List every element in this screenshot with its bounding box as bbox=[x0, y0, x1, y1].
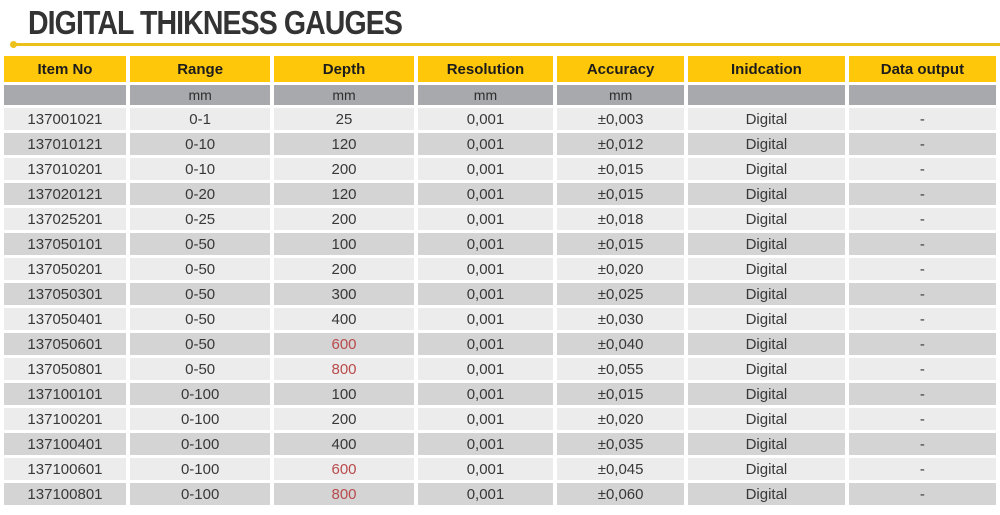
cell-range: 0-100 bbox=[130, 408, 270, 430]
page-title: DIGITAL THIKNESS GAUGES bbox=[28, 4, 402, 42]
cell-item: 137050401 bbox=[4, 308, 126, 330]
cell-accuracy: ±0,020 bbox=[557, 258, 684, 280]
cell-accuracy: ±0,060 bbox=[557, 483, 684, 505]
cell-range: 0-50 bbox=[130, 333, 270, 355]
cell-range: 0-1 bbox=[130, 108, 270, 130]
cell-range: 0-50 bbox=[130, 283, 270, 305]
table-row bbox=[4, 433, 996, 455]
cell-depth: 800 bbox=[274, 358, 413, 380]
cell-indication: Digital bbox=[688, 358, 845, 380]
unit-cell-range: mm bbox=[130, 85, 270, 105]
cell-range: 0-50 bbox=[130, 258, 270, 280]
column-header-accuracy: Accuracy bbox=[557, 56, 684, 82]
column-header-depth: Depth bbox=[274, 56, 413, 82]
table-body bbox=[4, 108, 996, 505]
table-row bbox=[4, 333, 996, 355]
cell-depth: 600 bbox=[274, 333, 413, 355]
cell-depth: 120 bbox=[274, 133, 413, 155]
cell-accuracy: ±0,015 bbox=[557, 158, 684, 180]
cell-resolution: 0,001 bbox=[418, 408, 554, 430]
cell-indication: Digital bbox=[688, 258, 845, 280]
unit-cell-resolution: mm bbox=[418, 85, 554, 105]
cell-indication: Digital bbox=[688, 133, 845, 155]
cell-range: 0-20 bbox=[130, 183, 270, 205]
cell-accuracy: ±0,030 bbox=[557, 308, 684, 330]
table-row bbox=[4, 183, 996, 205]
page-header bbox=[0, 0, 1000, 42]
cell-item: 137100401 bbox=[4, 433, 126, 455]
cell-item: 137100201 bbox=[4, 408, 126, 430]
cell-resolution: 0,001 bbox=[418, 283, 554, 305]
cell-resolution: 0,001 bbox=[418, 358, 554, 380]
cell-depth: 200 bbox=[274, 208, 413, 230]
cell-indication: Digital bbox=[688, 108, 845, 130]
cell-accuracy: ±0,020 bbox=[557, 408, 684, 430]
cell-indication: Digital bbox=[688, 158, 845, 180]
cell-data_output: - bbox=[849, 208, 996, 230]
unit-cell-accuracy: mm bbox=[557, 85, 684, 105]
cell-range: 0-100 bbox=[130, 433, 270, 455]
cell-indication: Digital bbox=[688, 433, 845, 455]
cell-resolution: 0,001 bbox=[418, 383, 554, 405]
cell-accuracy: ±0,055 bbox=[557, 358, 684, 380]
table-row bbox=[4, 133, 996, 155]
cell-resolution: 0,001 bbox=[418, 458, 554, 480]
unit-cell-depth: mm bbox=[274, 85, 413, 105]
cell-depth: 100 bbox=[274, 383, 413, 405]
cell-depth: 200 bbox=[274, 408, 413, 430]
cell-item: 137100801 bbox=[4, 483, 126, 505]
cell-data_output: - bbox=[849, 283, 996, 305]
cell-resolution: 0,001 bbox=[418, 183, 554, 205]
table-row bbox=[4, 358, 996, 380]
cell-indication: Digital bbox=[688, 283, 845, 305]
cell-range: 0-100 bbox=[130, 383, 270, 405]
cell-item: 137050301 bbox=[4, 283, 126, 305]
cell-accuracy: ±0,018 bbox=[557, 208, 684, 230]
cell-accuracy: ±0,012 bbox=[557, 133, 684, 155]
cell-range: 0-10 bbox=[130, 158, 270, 180]
cell-item: 137025201 bbox=[4, 208, 126, 230]
cell-item: 137050801 bbox=[4, 358, 126, 380]
cell-accuracy: ±0,015 bbox=[557, 183, 684, 205]
cell-item: 137100601 bbox=[4, 458, 126, 480]
cell-accuracy: ±0,045 bbox=[557, 458, 684, 480]
cell-data_output: - bbox=[849, 383, 996, 405]
cell-data_output: - bbox=[849, 233, 996, 255]
cell-indication: Digital bbox=[688, 333, 845, 355]
cell-accuracy: ±0,035 bbox=[557, 433, 684, 455]
table-units-row bbox=[4, 85, 996, 105]
table-row bbox=[4, 233, 996, 255]
cell-range: 0-10 bbox=[130, 133, 270, 155]
cell-indication: Digital bbox=[688, 483, 845, 505]
cell-accuracy: ±0,015 bbox=[557, 233, 684, 255]
column-header-resolution: Resolution bbox=[418, 56, 554, 82]
cell-data_output: - bbox=[849, 308, 996, 330]
table-row bbox=[4, 483, 996, 505]
cell-range: 0-25 bbox=[130, 208, 270, 230]
spec-table bbox=[0, 53, 1000, 508]
cell-item: 137010121 bbox=[4, 133, 126, 155]
cell-accuracy: ±0,015 bbox=[557, 383, 684, 405]
cell-data_output: - bbox=[849, 258, 996, 280]
table-row bbox=[4, 283, 996, 305]
table-row bbox=[4, 108, 996, 130]
cell-depth: 400 bbox=[274, 308, 413, 330]
cell-data_output: - bbox=[849, 483, 996, 505]
column-header-range: Range bbox=[130, 56, 270, 82]
cell-data_output: - bbox=[849, 158, 996, 180]
cell-item: 137050201 bbox=[4, 258, 126, 280]
unit-cell-data_output bbox=[849, 85, 996, 105]
cell-resolution: 0,001 bbox=[418, 158, 554, 180]
table-row bbox=[4, 383, 996, 405]
table-row bbox=[4, 408, 996, 430]
cell-indication: Digital bbox=[688, 408, 845, 430]
column-header-data_output: Data output bbox=[849, 56, 996, 82]
cell-data_output: - bbox=[849, 133, 996, 155]
table-row bbox=[4, 208, 996, 230]
cell-depth: 800 bbox=[274, 483, 413, 505]
cell-resolution: 0,001 bbox=[418, 133, 554, 155]
cell-resolution: 0,001 bbox=[418, 483, 554, 505]
cell-resolution: 0,001 bbox=[418, 258, 554, 280]
table-row bbox=[4, 308, 996, 330]
cell-indication: Digital bbox=[688, 233, 845, 255]
column-header-indication: Inidcation bbox=[688, 56, 845, 82]
table-row bbox=[4, 258, 996, 280]
table-row bbox=[4, 458, 996, 480]
cell-depth: 120 bbox=[274, 183, 413, 205]
cell-depth: 400 bbox=[274, 433, 413, 455]
cell-item: 137020121 bbox=[4, 183, 126, 205]
cell-item: 137100101 bbox=[4, 383, 126, 405]
cell-range: 0-50 bbox=[130, 308, 270, 330]
cell-range: 0-100 bbox=[130, 458, 270, 480]
unit-cell-indication bbox=[688, 85, 845, 105]
title-underline bbox=[14, 43, 1000, 46]
cell-data_output: - bbox=[849, 333, 996, 355]
cell-depth: 100 bbox=[274, 233, 413, 255]
cell-resolution: 0,001 bbox=[418, 333, 554, 355]
cell-range: 0-50 bbox=[130, 233, 270, 255]
cell-indication: Digital bbox=[688, 383, 845, 405]
cell-indication: Digital bbox=[688, 208, 845, 230]
cell-item: 137050601 bbox=[4, 333, 126, 355]
cell-data_output: - bbox=[849, 433, 996, 455]
table-row bbox=[4, 158, 996, 180]
cell-indication: Digital bbox=[688, 308, 845, 330]
cell-resolution: 0,001 bbox=[418, 233, 554, 255]
cell-item: 137001021 bbox=[4, 108, 126, 130]
cell-data_output: - bbox=[849, 358, 996, 380]
cell-depth: 300 bbox=[274, 283, 413, 305]
cell-accuracy: ±0,025 bbox=[557, 283, 684, 305]
cell-range: 0-50 bbox=[130, 358, 270, 380]
cell-item: 137010201 bbox=[4, 158, 126, 180]
table-header-row bbox=[4, 56, 996, 82]
cell-range: 0-100 bbox=[130, 483, 270, 505]
cell-accuracy: ±0,003 bbox=[557, 108, 684, 130]
cell-data_output: - bbox=[849, 183, 996, 205]
cell-resolution: 0,001 bbox=[418, 108, 554, 130]
cell-resolution: 0,001 bbox=[418, 308, 554, 330]
cell-depth: 25 bbox=[274, 108, 413, 130]
cell-depth: 600 bbox=[274, 458, 413, 480]
cell-data_output: - bbox=[849, 408, 996, 430]
cell-accuracy: ±0,040 bbox=[557, 333, 684, 355]
cell-depth: 200 bbox=[274, 258, 413, 280]
cell-indication: Digital bbox=[688, 458, 845, 480]
cell-indication: Digital bbox=[688, 183, 845, 205]
cell-data_output: - bbox=[849, 458, 996, 480]
unit-cell-item bbox=[4, 85, 126, 105]
cell-resolution: 0,001 bbox=[418, 208, 554, 230]
cell-resolution: 0,001 bbox=[418, 433, 554, 455]
cell-depth: 200 bbox=[274, 158, 413, 180]
cell-data_output: - bbox=[849, 108, 996, 130]
column-header-item: Item No bbox=[4, 56, 126, 82]
cell-item: 137050101 bbox=[4, 233, 126, 255]
